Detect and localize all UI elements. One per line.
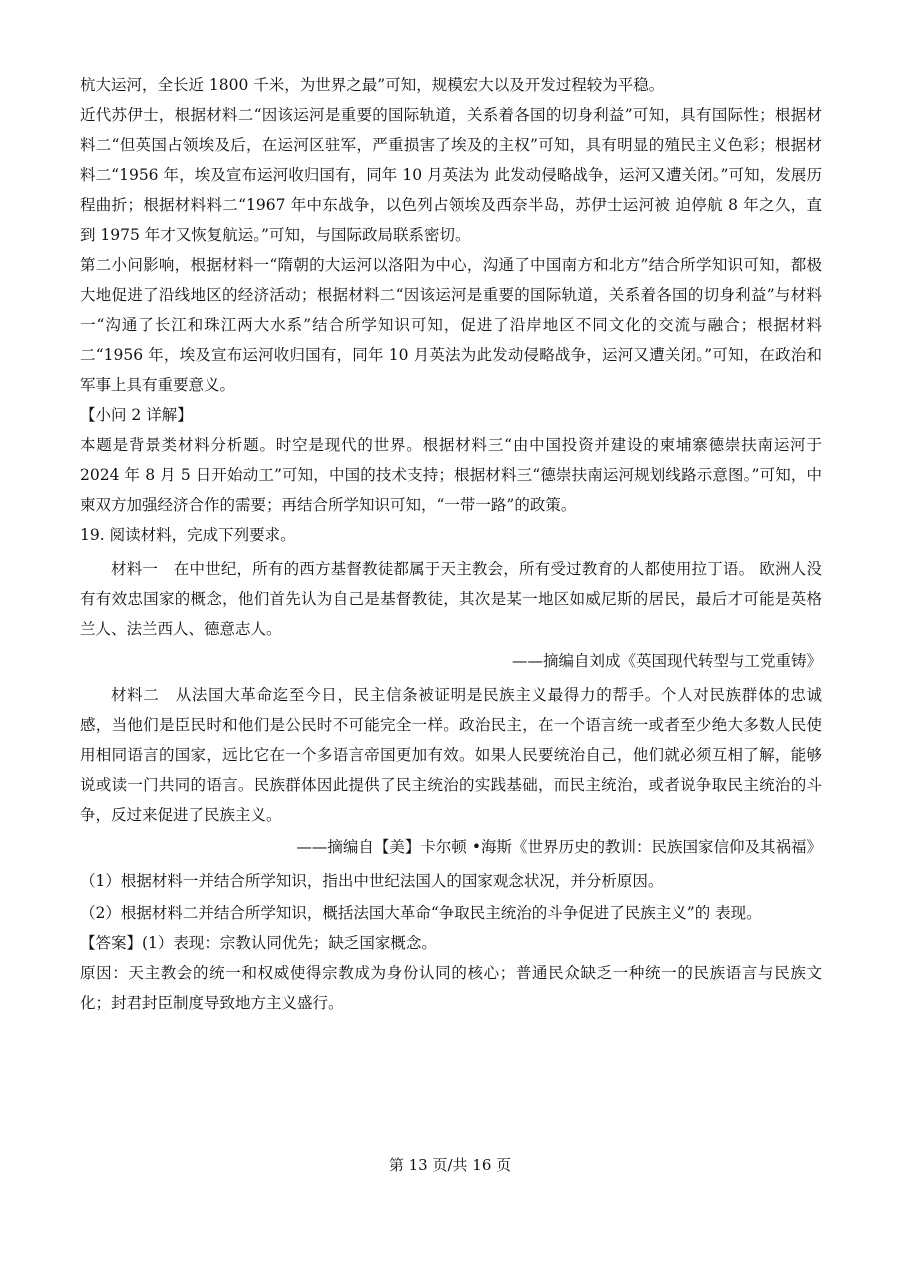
material-two-block <box>80 680 822 862</box>
material-two-source: ——摘编自【美】卡尔顿 •海斯《世界历史的教训：民族国家信仰及其祸福》 <box>296 838 822 856</box>
material-two-text: 材料二 从法国大革命迄至今日，民主信条被证明是民族主义最得力的帮手。个人对民族群体的忠诚感，当他们是臣民时和他们是公民时不可能完全一样。政治民主，在一个语言统一或者至少绝大多数人民使用相同语言的国家，远比它在一个多语言帝国更加有效。如果人民要统治自己，他们就必须互相了解，能够说或读一门共同的语言。民族群体因此提供了民主统治的实践基础，而民主统治，或者说争取民主统治的斗争，反过来促进了民族主义。 <box>80 686 822 824</box>
page-footer: 第 13 页/共 16 页 <box>388 1156 512 1174</box>
question-19-title: 19. 阅读材料，完成下列要求。 <box>80 526 296 544</box>
answer-line-2: 原因：天主教会的统一和权威使得宗教成为身份认同的核心；普通民众缺乏一种统一的民族语言与民族文化；封君封臣制度导致地方主义盛行。 <box>80 964 822 1012</box>
material-one-block <box>80 554 822 676</box>
material-one-text: 材料一 在中世纪，所有的西方基督教徒都属于天主教会，所有受过教育的人都使用拉丁语。 欧洲人没有有效忠国家的概念，他们首先认为自己是基督教徒，其次是某一地区如威尼斯的居民，最后才可能是英格兰人、法兰西人、德意志人。 <box>80 560 822 638</box>
paragraph-influence: 第二小问影响，根据材料一“隋朝的大运河以洛阳为中心，沟通了中国南方和北方”结合所学知识可知，都极大地促进了沿线地区的经济活动；根据材料二“因该运河是重要的国际轨道，关系着各国的切身利益”与材料一“沟通了长江和珠江两大水系”结合所学知识可知，促进了沿岸地区不同文化的交流与融合；根据材料二“1956 年，埃及宣布运河收归国有，同年 10 月英法为此发动侵略战争，运河又遭关闭。”可知，在政治和军事上具有重要意义。 <box>80 256 822 394</box>
paragraph-suez: 近代苏伊士，根据材料二“因该运河是重要的国际轨道，关系着各国的切身利益”可知，具有国际性；根据材料二“但英国占领埃及后，在运河区驻军，严重损害了埃及的主权”可知，具有明显的殖民主义色彩；根据材料二“1956 年，埃及宣布运河收归国有，同年 10 月英法为 此发动侵略战争，运河又遭关闭。”可知，发展历程曲折；根据材料料二“1967 年中东战争，以色列占领埃及西奈半岛，苏伊士运河被 迫停航 8 年之久，直到 1975 年才又恢复航运。”可知，与国际政局联系密切。 <box>80 106 822 244</box>
subquestion-2-heading: 【小问 2 详解】 <box>80 406 193 424</box>
paragraph-grand-canal: 杭大运河，全长近 1800 千米，为世界之最”可知，规模宏大以及开发过程较为平稳。 <box>80 76 665 94</box>
paragraph-subquestion-2: 本题是背景类材料分析题。时空是现代的世界。根据材料三“由中国投资并建设的柬埔寨德崇扶南运河于 2024 年 8 月 5 日开始动工”可知，中国的技术支持；根据材料三“德崇扶南运河规划线路示意图。”可知，中柬双方加强经济合作的需要；再结合所学知识可知，“一带一路”的政策。 <box>80 436 822 514</box>
question-1: （1）根据材料一并结合所学知识，指出中世纪法国人的国家观念状况，并分析原因。 <box>80 872 664 890</box>
material-one-source: ——摘编自刘成《英国现代转型与工党重铸》 <box>511 652 822 670</box>
answer-line-1: 【答案】(1）表现：宗教认同优先；缺乏国家概念。 <box>80 934 437 952</box>
question-2: （2）根据材料二并结合所学知识，概括法国大革命“争取民主统治的斗争促进了民族主义”的 表现。 <box>80 904 762 922</box>
page-content <box>80 70 822 1018</box>
